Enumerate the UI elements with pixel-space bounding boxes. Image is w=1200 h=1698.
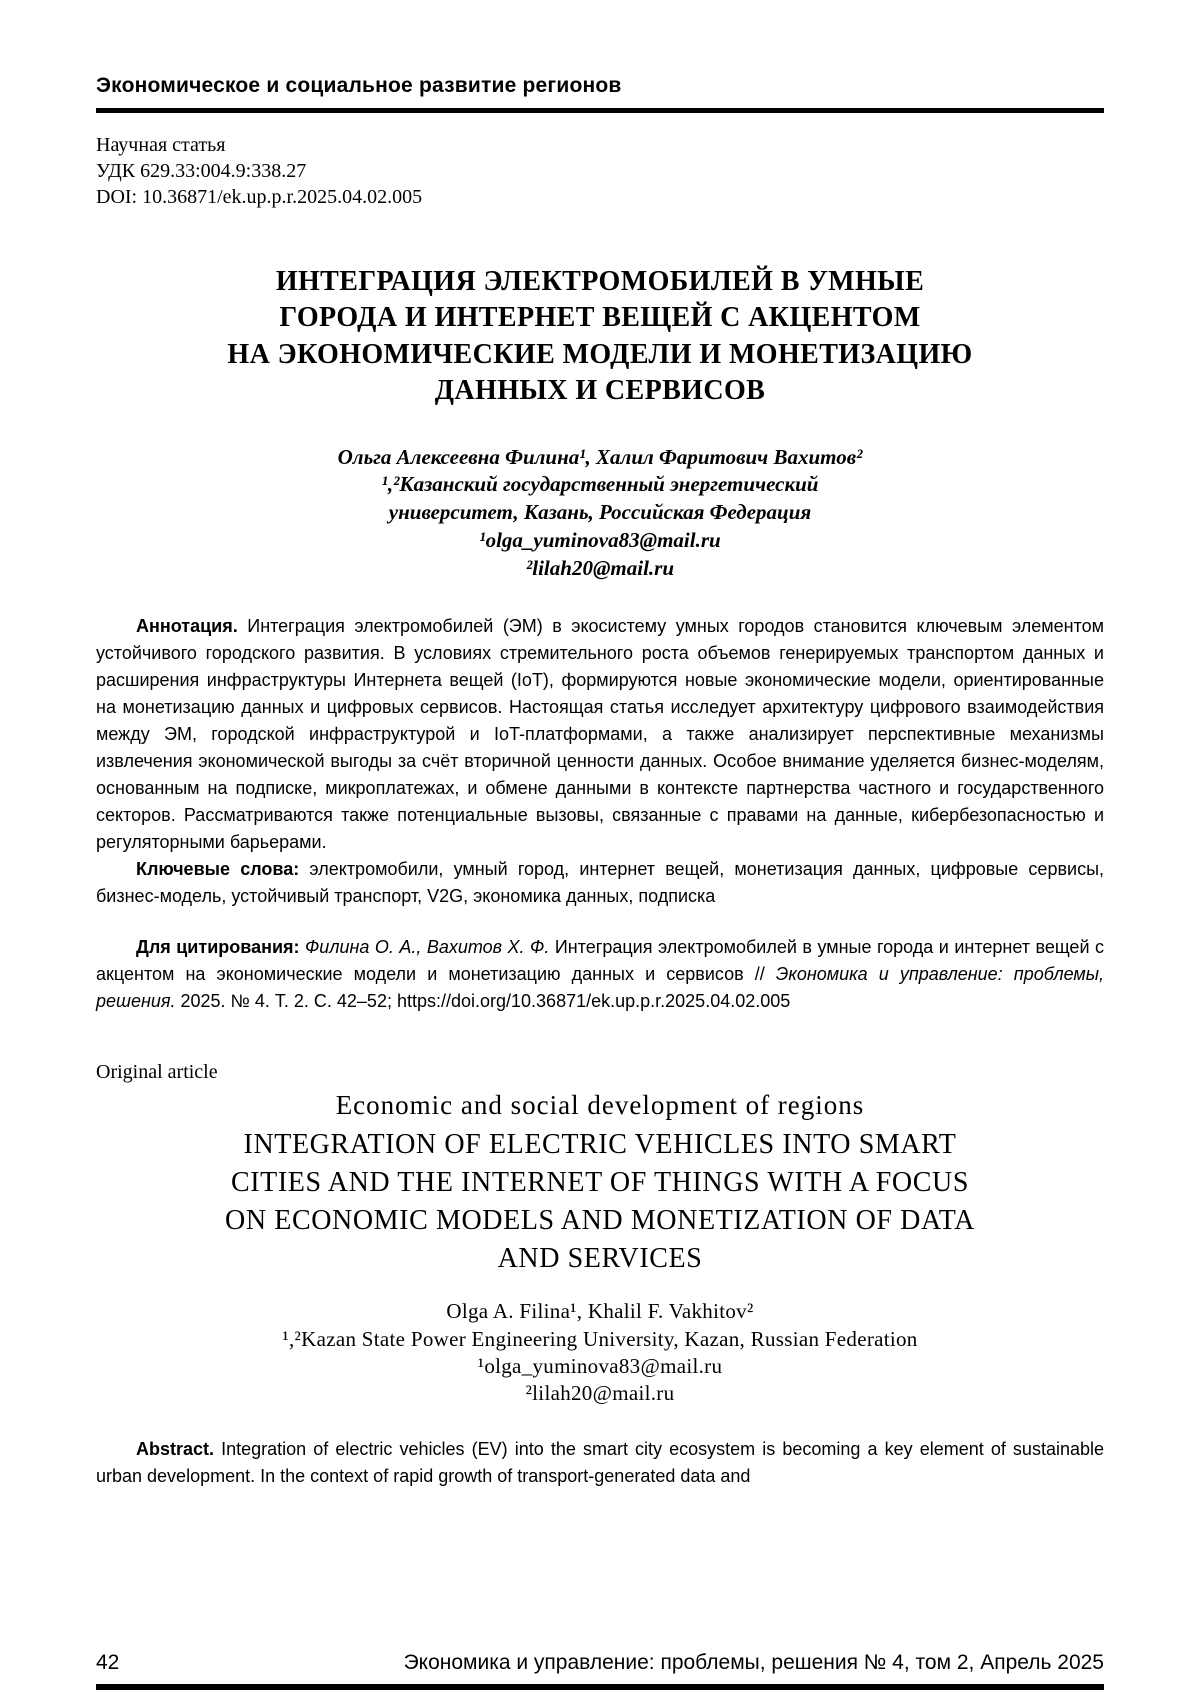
keywords-ru bbox=[96, 856, 1104, 910]
article-meta bbox=[96, 132, 1104, 210]
doi-number: DOI: 10.36871/ek.up.p.r.2025.04.02.005 bbox=[96, 186, 423, 208]
authors-en: Olga A. Filina¹, Khalil F. Vakhitov² bbox=[446, 1299, 754, 1324]
citation-label: Для цитирования: bbox=[136, 937, 305, 958]
abstract-text-ru: Интеграция электромобилей (ЭМ) в экосистему умных городов становится ключевым элементом устойчивого городского развития. В условиях стремительного роста объемов генерируемых транспортом данных и расширения инфраструктуры Интернета вещей (IoT), формируются новые экономические модели, ориентированные на монетизацию данных и цифровых сервисов. Настоящая статья исследует архитектуру цифрового взаимодействия между ЭМ, городской инфраструктурой и IoT-платформами, а также анализирует перспективные механизмы извлечения экономической выгоды за счёт вторичной ценности данных. Особое внимание уделяется бизнес-моделям, основанным на подписке, микроплатежах, и обмене данными в контексте партнерства частного и государственного секторов. Рассматриваются также потенциальные вызовы, связанные с правами на данные, кибербезопасностью и регуляторными барьерами. bbox=[96, 616, 1104, 853]
citation-journal: Экономика и управление: проблемы, решения. bbox=[96, 964, 1104, 1012]
affiliation-ru: ¹,²Казанский государственный энергетический университет, Казань, Российская Федерация bbox=[381, 472, 819, 525]
abstract-en bbox=[96, 1436, 1104, 1490]
title-en: INTEGRATION OF ELECTRIC VEHICLES INTO SMART CITIES AND THE INTERNET OF THINGS WITH A FOCUS ON ECONOMIC MODELS AND MONETIZATION OF DATA AND SERVICES bbox=[225, 1129, 975, 1275]
affiliation-en: ¹,²Kazan State Power Engineering University, Kazan, Russian Federation bbox=[282, 1326, 918, 1351]
email-1-ru: ¹olga_yuminova83@mail.ru bbox=[479, 528, 721, 553]
email-2-en: ²lilah20@mail.ru bbox=[525, 1381, 675, 1406]
email-1-en: ¹olga_yuminova83@mail.ru bbox=[477, 1354, 723, 1379]
abstract-label-en: Abstract. bbox=[136, 1438, 215, 1459]
citation-tail: 2025. № 4. Т. 2. С. 42–52; https://doi.org/10.36871/ek.up.p.r.2025.04.02.005 bbox=[175, 991, 791, 1012]
byline-en bbox=[96, 1298, 1104, 1407]
article-type-en: Original article bbox=[96, 1061, 218, 1084]
udc-number: УДК 629.33:004.9:338.27 bbox=[96, 160, 307, 182]
footer-rule bbox=[96, 1684, 1104, 1690]
byline-ru bbox=[96, 444, 1104, 584]
abstract-label-ru: Аннотация. bbox=[136, 616, 238, 637]
citation-body: Интеграция электромобилей в умные города и интернет вещей с акцентом на экономические модели и монетизацию данных и сервисов // bbox=[96, 937, 1104, 985]
keywords-label-ru: Ключевые слова: bbox=[136, 859, 300, 880]
citation-ru bbox=[96, 934, 1104, 1015]
page-footer bbox=[96, 1651, 1104, 1690]
email-2-ru: ²lilah20@mail.ru bbox=[525, 556, 675, 581]
article-type-ru: Научная статья bbox=[96, 134, 226, 156]
citation-authors: Филина О. А., Вахитов Х. Ф. bbox=[305, 937, 555, 958]
section-title-en: Economic and social development of regions bbox=[335, 1090, 865, 1121]
abstract-text-en: Integration of electric vehicles (EV) into the smart city ecosystem is becoming a key element of sustainable urban development. In the context of rapid growth of transport-generated data and bbox=[96, 1438, 1104, 1486]
keywords-text-ru: электромобили, умный город, интернет вещей, монетизация данных, цифровые сервисы, бизнес-модель, устойчивый транспорт, V2G, экономика данных, подписка bbox=[96, 859, 1105, 907]
footer-line bbox=[96, 1651, 1104, 1675]
authors-ru: Ольга Алексеевна Филина¹, Халил Фаритович Вахитов² bbox=[337, 444, 863, 469]
footer-journal-line: Экономика и управление: проблемы, решения № 4, том 2, Апрель 2025 bbox=[403, 1651, 1104, 1674]
title-ru: ИНТЕГРАЦИЯ ЭЛЕКТРОМОБИЛЕЙ В УМНЫЕ ГОРОДА И ИНТЕРНЕТ ВЕЩЕЙ С АКЦЕНТОМ НА ЭКОНОМИЧЕСКИЕ МОДЕЛИ И МОНЕТИЗАЦИЮ ДАННЫХ И СЕРВИСОВ bbox=[227, 266, 973, 407]
abstract-ru bbox=[96, 613, 1104, 856]
running-head: Экономическое и социальное развитие регионов bbox=[96, 74, 622, 97]
header-rule bbox=[96, 108, 1104, 113]
page-number: 42 bbox=[96, 1651, 120, 1674]
